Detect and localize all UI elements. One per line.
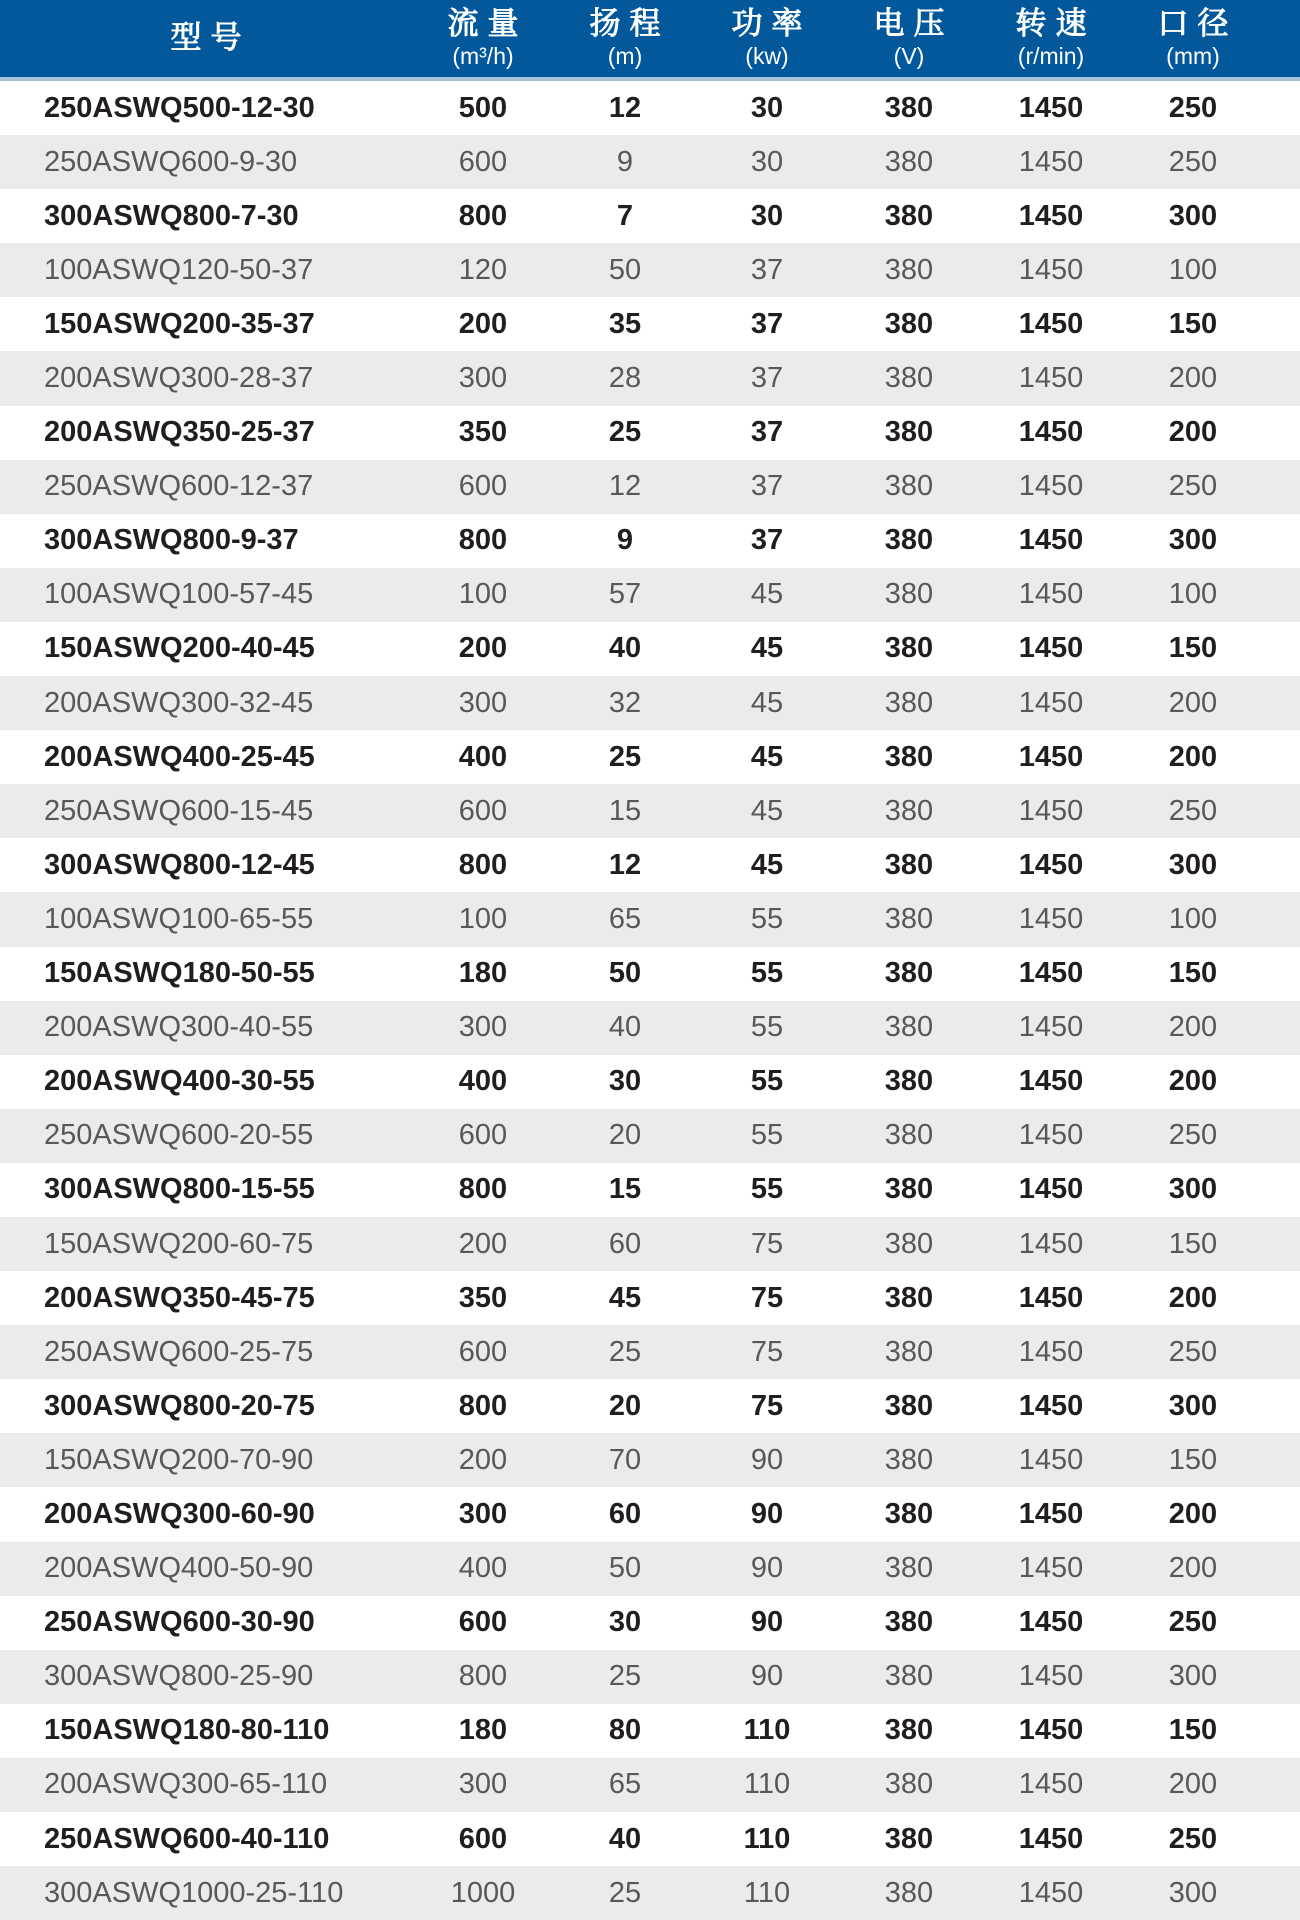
model-cell: 100ASWQ120-50-37: [44, 253, 314, 286]
flow-cell: 600: [458, 1606, 508, 1639]
table-row: [0, 297, 1300, 351]
table-row: [0, 1001, 1300, 1055]
power-cell: 55: [750, 1119, 784, 1152]
head-cell: 65: [608, 1768, 642, 1801]
voltage-cell: 380: [884, 362, 934, 395]
voltage-cell: 380: [884, 578, 934, 611]
voltage-cell: 380: [884, 1443, 934, 1476]
column-header-model: [0, 0, 412, 77]
table-row: [0, 1163, 1300, 1217]
power-cell: 45: [750, 794, 784, 827]
power-cell: 45: [750, 578, 784, 611]
flow-cell: 300: [458, 1497, 508, 1530]
flow-cell: 600: [458, 1822, 508, 1855]
head-cell: 9: [616, 145, 634, 178]
model-cell: 250ASWQ600-40-110: [44, 1822, 330, 1855]
table-row: [0, 1487, 1300, 1541]
diameter-cell: 150: [1168, 957, 1218, 990]
voltage-cell: 380: [884, 1119, 934, 1152]
flow-cell: 600: [458, 1335, 508, 1368]
model-cell: 250ASWQ600-20-55: [44, 1119, 314, 1152]
model-cell: 100ASWQ100-57-45: [44, 578, 314, 611]
head-cell: 7: [616, 199, 634, 232]
voltage-cell: 380: [884, 1281, 934, 1314]
speed-cell: 1450: [1018, 1822, 1084, 1855]
voltage-cell: 380: [884, 470, 934, 503]
voltage-cell: 380: [884, 1822, 934, 1855]
power-cell: 75: [750, 1389, 784, 1422]
voltage-cell: 380: [884, 632, 934, 665]
flow-cell: 400: [458, 1065, 508, 1098]
model-cell: 150ASWQ200-40-45: [44, 632, 315, 665]
model-cell: 150ASWQ200-35-37: [44, 307, 315, 340]
voltage-cell: 380: [884, 957, 934, 990]
diameter-cell: 200: [1168, 1552, 1218, 1585]
voltage-cell: 380: [884, 1065, 934, 1098]
diameter-cell: 300: [1168, 1173, 1218, 1206]
model-cell: 200ASWQ400-30-55: [44, 1065, 315, 1098]
head-cell: 57: [608, 578, 642, 611]
speed-cell: 1450: [1018, 362, 1084, 395]
speed-cell: 1450: [1018, 1281, 1084, 1314]
column-header-speed-unit: (r/min): [1017, 42, 1085, 69]
speed-cell: 1450: [1018, 1660, 1084, 1693]
voltage-cell: 380: [884, 524, 934, 557]
speed-cell: 1450: [1018, 848, 1084, 881]
power-cell: 110: [743, 1822, 791, 1855]
speed-cell: 1450: [1018, 1335, 1084, 1368]
voltage-cell: 380: [884, 1552, 934, 1585]
speed-cell: 1450: [1018, 632, 1084, 665]
column-header-head-label: 扬程: [589, 6, 670, 42]
flow-cell: 600: [458, 470, 508, 503]
column-header-speed-label: 转速: [1015, 6, 1096, 42]
voltage-cell: 380: [884, 1335, 934, 1368]
model-cell: 150ASWQ180-80-110: [44, 1714, 330, 1747]
diameter-cell: 250: [1168, 1119, 1218, 1152]
voltage-cell: 380: [884, 902, 934, 935]
speed-cell: 1450: [1018, 307, 1084, 340]
diameter-cell: 250: [1168, 145, 1218, 178]
diameter-cell: 300: [1168, 1389, 1218, 1422]
diameter-cell: 200: [1168, 1281, 1218, 1314]
speed-cell: 1450: [1018, 578, 1084, 611]
head-cell: 12: [608, 470, 642, 503]
speed-cell: 1450: [1018, 524, 1084, 557]
model-cell: 250ASWQ600-15-45: [44, 794, 314, 827]
diameter-cell: 250: [1168, 794, 1218, 827]
table-row: [0, 406, 1300, 460]
flow-cell: 180: [458, 1714, 508, 1747]
head-cell: 80: [608, 1714, 642, 1747]
model-cell: 300ASWQ800-7-30: [44, 199, 299, 232]
diameter-cell: 250: [1168, 91, 1218, 124]
power-cell: 55: [750, 1011, 784, 1044]
model-cell: 100ASWQ100-65-55: [44, 902, 314, 935]
voltage-cell: 380: [884, 1389, 934, 1422]
table-row: [0, 892, 1300, 946]
table-row: [0, 1271, 1300, 1325]
speed-cell: 1450: [1018, 1768, 1084, 1801]
table-row: [0, 1650, 1300, 1704]
voltage-cell: 380: [884, 145, 934, 178]
power-cell: 37: [750, 307, 784, 340]
diameter-cell: 250: [1168, 470, 1218, 503]
flow-cell: 800: [458, 524, 508, 557]
table-row: [0, 1596, 1300, 1650]
column-header-diameter: [1122, 0, 1264, 77]
voltage-cell: 380: [884, 794, 934, 827]
diameter-cell: 300: [1168, 1660, 1218, 1693]
table-row: [0, 1217, 1300, 1271]
flow-cell: 600: [458, 145, 508, 178]
voltage-cell: 380: [884, 91, 934, 124]
head-cell: 20: [608, 1119, 642, 1152]
head-cell: 12: [608, 848, 642, 881]
power-cell: 45: [750, 848, 784, 881]
column-header-voltage-label: 电压: [873, 6, 954, 42]
power-cell: 37: [750, 524, 784, 557]
speed-cell: 1450: [1018, 1876, 1084, 1909]
model-cell: 200ASWQ300-40-55: [44, 1011, 314, 1044]
table-row: [0, 1109, 1300, 1163]
model-cell: 250ASWQ600-9-30: [44, 145, 298, 178]
head-cell: 60: [608, 1497, 642, 1530]
flow-cell: 1000: [450, 1876, 516, 1909]
power-cell: 90: [750, 1552, 784, 1585]
diameter-cell: 250: [1168, 1335, 1218, 1368]
voltage-cell: 380: [884, 1173, 934, 1206]
head-cell: 30: [608, 1606, 642, 1639]
flow-cell: 800: [458, 1173, 508, 1206]
diameter-cell: 150: [1168, 632, 1218, 665]
model-cell: 150ASWQ200-60-75: [44, 1227, 314, 1260]
column-header-flow-label: 流量: [447, 6, 528, 42]
speed-cell: 1450: [1018, 902, 1084, 935]
power-cell: 45: [750, 740, 784, 773]
voltage-cell: 380: [884, 686, 934, 719]
diameter-cell: 200: [1168, 362, 1218, 395]
head-cell: 25: [608, 416, 642, 449]
column-header-voltage-unit: (V): [893, 42, 925, 69]
column-header-diameter-label: 口径: [1157, 6, 1238, 42]
power-cell: 45: [750, 686, 784, 719]
power-cell: 45: [750, 632, 784, 665]
head-cell: 70: [608, 1443, 642, 1476]
power-cell: 110: [743, 1768, 791, 1801]
head-cell: 40: [608, 1822, 642, 1855]
table-row: [0, 676, 1300, 730]
power-cell: 90: [750, 1606, 784, 1639]
table-row: [0, 1433, 1300, 1487]
table-header-row: [0, 0, 1300, 77]
model-cell: 200ASWQ300-32-45: [44, 686, 314, 719]
diameter-cell: 300: [1168, 848, 1218, 881]
speed-cell: 1450: [1018, 1552, 1084, 1585]
diameter-cell: 200: [1168, 686, 1218, 719]
diameter-cell: 200: [1168, 740, 1218, 773]
head-cell: 30: [608, 1065, 642, 1098]
diameter-cell: 100: [1168, 253, 1218, 286]
head-cell: 35: [608, 307, 642, 340]
head-cell: 20: [608, 1389, 642, 1422]
speed-cell: 1450: [1018, 1443, 1084, 1476]
voltage-cell: 380: [884, 416, 934, 449]
flow-cell: 300: [458, 362, 508, 395]
table-row: [0, 1542, 1300, 1596]
power-cell: 37: [750, 416, 784, 449]
speed-cell: 1450: [1018, 1119, 1084, 1152]
head-cell: 25: [608, 1335, 642, 1368]
power-cell: 75: [750, 1335, 784, 1368]
flow-cell: 200: [458, 1443, 508, 1476]
diameter-cell: 100: [1168, 902, 1218, 935]
column-header-diameter-unit: (mm): [1166, 42, 1220, 69]
speed-cell: 1450: [1018, 253, 1084, 286]
flow-cell: 800: [458, 1389, 508, 1422]
power-cell: 55: [750, 1065, 784, 1098]
flow-cell: 800: [458, 199, 508, 232]
voltage-cell: 380: [884, 1227, 934, 1260]
speed-cell: 1450: [1018, 740, 1084, 773]
model-cell: 200ASWQ400-50-90: [44, 1552, 314, 1585]
column-header-power-unit: (kw): [745, 42, 789, 69]
column-header-power-label: 功率: [731, 6, 812, 42]
column-header-flow: [412, 0, 554, 77]
table-row: [0, 514, 1300, 568]
head-cell: 60: [608, 1227, 642, 1260]
power-cell: 30: [750, 91, 784, 124]
head-cell: 25: [608, 1876, 642, 1909]
power-cell: 90: [750, 1497, 784, 1530]
speed-cell: 1450: [1018, 686, 1084, 719]
voltage-cell: 380: [884, 740, 934, 773]
model-cell: 200ASWQ300-28-37: [44, 362, 314, 395]
diameter-cell: 300: [1168, 199, 1218, 232]
diameter-cell: 200: [1168, 1011, 1218, 1044]
voltage-cell: 380: [884, 848, 934, 881]
table-body: [0, 81, 1300, 1920]
diameter-cell: 150: [1168, 1227, 1218, 1260]
voltage-cell: 380: [884, 1768, 934, 1801]
diameter-cell: 150: [1168, 307, 1218, 340]
table-row: [0, 1325, 1300, 1379]
model-cell: 300ASWQ800-15-55: [44, 1173, 315, 1206]
head-cell: 12: [608, 91, 642, 124]
diameter-cell: 150: [1168, 1443, 1218, 1476]
speed-cell: 1450: [1018, 1606, 1084, 1639]
table-row: [0, 351, 1300, 405]
model-cell: 150ASWQ180-50-55: [44, 957, 315, 990]
model-cell: 300ASWQ800-9-37: [44, 524, 299, 557]
model-cell: 250ASWQ600-12-37: [44, 470, 314, 503]
flow-cell: 600: [458, 794, 508, 827]
head-cell: 25: [608, 740, 642, 773]
power-cell: 55: [750, 902, 784, 935]
flow-cell: 100: [458, 578, 508, 611]
power-cell: 37: [750, 470, 784, 503]
table-row: [0, 1379, 1300, 1433]
model-cell: 200ASWQ300-60-90: [44, 1497, 315, 1530]
diameter-cell: 200: [1168, 1065, 1218, 1098]
voltage-cell: 380: [884, 1714, 934, 1747]
model-cell: 300ASWQ800-12-45: [44, 848, 315, 881]
model-cell: 300ASWQ800-25-90: [44, 1660, 314, 1693]
flow-cell: 350: [458, 416, 508, 449]
flow-cell: 300: [458, 1011, 508, 1044]
head-cell: 25: [608, 1660, 642, 1693]
power-cell: 75: [750, 1281, 784, 1314]
model-cell: 250ASWQ600-30-90: [44, 1606, 315, 1639]
table-row: [0, 1758, 1300, 1812]
flow-cell: 300: [458, 1768, 508, 1801]
speed-cell: 1450: [1018, 470, 1084, 503]
voltage-cell: 380: [884, 307, 934, 340]
flow-cell: 500: [458, 91, 508, 124]
diameter-cell: 300: [1168, 1876, 1218, 1909]
head-cell: 32: [608, 686, 642, 719]
flow-cell: 120: [458, 253, 508, 286]
voltage-cell: 380: [884, 199, 934, 232]
diameter-cell: 200: [1168, 1768, 1218, 1801]
flow-cell: 350: [458, 1281, 508, 1314]
table-row: [0, 730, 1300, 784]
table-row: [0, 622, 1300, 676]
flow-cell: 400: [458, 1552, 508, 1585]
column-header-model-label: 型号: [170, 20, 251, 56]
column-header-power: [696, 0, 838, 77]
diameter-cell: 250: [1168, 1606, 1218, 1639]
diameter-cell: 300: [1168, 524, 1218, 557]
model-cell: 200ASWQ350-45-75: [44, 1281, 315, 1314]
head-cell: 50: [608, 253, 642, 286]
head-cell: 15: [608, 794, 642, 827]
head-cell: 15: [608, 1173, 642, 1206]
speed-cell: 1450: [1018, 1714, 1084, 1747]
diameter-cell: 250: [1168, 1822, 1218, 1855]
power-cell: 90: [750, 1443, 784, 1476]
table-row: [0, 784, 1300, 838]
head-cell: 50: [608, 1552, 642, 1585]
speed-cell: 1450: [1018, 1497, 1084, 1530]
speed-cell: 1450: [1018, 199, 1084, 232]
voltage-cell: 380: [884, 1876, 934, 1909]
head-cell: 40: [608, 1011, 642, 1044]
model-cell: 200ASWQ300-65-110: [44, 1768, 328, 1801]
column-header-flow-unit: (m³/h): [452, 42, 514, 69]
model-cell: 300ASWQ1000-25-110: [44, 1876, 344, 1909]
power-cell: 30: [750, 199, 784, 232]
diameter-cell: 200: [1168, 416, 1218, 449]
power-cell: 37: [750, 253, 784, 286]
table-row: [0, 460, 1300, 514]
speed-cell: 1450: [1018, 416, 1084, 449]
speed-cell: 1450: [1018, 145, 1084, 178]
model-cell: 300ASWQ800-20-75: [44, 1389, 315, 1422]
head-cell: 40: [608, 632, 642, 665]
speed-cell: 1450: [1018, 1173, 1084, 1206]
head-cell: 28: [608, 362, 642, 395]
speed-cell: 1450: [1018, 1389, 1084, 1422]
table-row: [0, 1866, 1300, 1920]
column-header-head-unit: (m): [607, 42, 643, 69]
power-cell: 37: [750, 362, 784, 395]
column-header-head: [554, 0, 696, 77]
diameter-cell: 200: [1168, 1497, 1218, 1530]
table-row: [0, 947, 1300, 1001]
speed-cell: 1450: [1018, 91, 1084, 124]
speed-cell: 1450: [1018, 957, 1084, 990]
model-cell: 200ASWQ350-25-37: [44, 416, 315, 449]
table-row: [0, 568, 1300, 622]
flow-cell: 400: [458, 740, 508, 773]
model-cell: 150ASWQ200-70-90: [44, 1443, 314, 1476]
column-header-voltage: [838, 0, 980, 77]
speed-cell: 1450: [1018, 794, 1084, 827]
table-row: [0, 189, 1300, 243]
voltage-cell: 380: [884, 1011, 934, 1044]
flow-cell: 800: [458, 848, 508, 881]
power-cell: 55: [750, 1173, 784, 1206]
power-cell: 75: [750, 1227, 784, 1260]
flow-cell: 200: [458, 1227, 508, 1260]
table-row: [0, 243, 1300, 297]
voltage-cell: 380: [884, 1606, 934, 1639]
model-cell: 200ASWQ400-25-45: [44, 740, 315, 773]
power-cell: 110: [743, 1714, 791, 1747]
flow-cell: 200: [458, 307, 508, 340]
diameter-cell: 100: [1168, 578, 1218, 611]
flow-cell: 600: [458, 1119, 508, 1152]
voltage-cell: 380: [884, 1497, 934, 1530]
table-row: [0, 1704, 1300, 1758]
speed-cell: 1450: [1018, 1065, 1084, 1098]
power-cell: 110: [743, 1876, 791, 1909]
table-row: [0, 1812, 1300, 1866]
model-cell: 250ASWQ500-12-30: [44, 91, 315, 124]
power-cell: 30: [750, 145, 784, 178]
speed-cell: 1450: [1018, 1011, 1084, 1044]
table-row: [0, 838, 1300, 892]
flow-cell: 800: [458, 1660, 508, 1693]
power-cell: 90: [750, 1660, 784, 1693]
column-header-speed: [980, 0, 1122, 77]
table-row: [0, 1055, 1300, 1109]
head-cell: 50: [608, 957, 642, 990]
flow-cell: 200: [458, 632, 508, 665]
speed-cell: 1450: [1018, 1227, 1084, 1260]
head-cell: 9: [616, 524, 634, 557]
head-cell: 45: [608, 1281, 642, 1314]
table-row: [0, 81, 1300, 135]
table-row: [0, 135, 1300, 189]
flow-cell: 300: [458, 686, 508, 719]
flow-cell: 180: [458, 957, 508, 990]
head-cell: 65: [608, 902, 642, 935]
voltage-cell: 380: [884, 253, 934, 286]
voltage-cell: 380: [884, 1660, 934, 1693]
diameter-cell: 150: [1168, 1714, 1218, 1747]
power-cell: 55: [750, 957, 784, 990]
model-cell: 250ASWQ600-25-75: [44, 1335, 314, 1368]
flow-cell: 100: [458, 902, 508, 935]
